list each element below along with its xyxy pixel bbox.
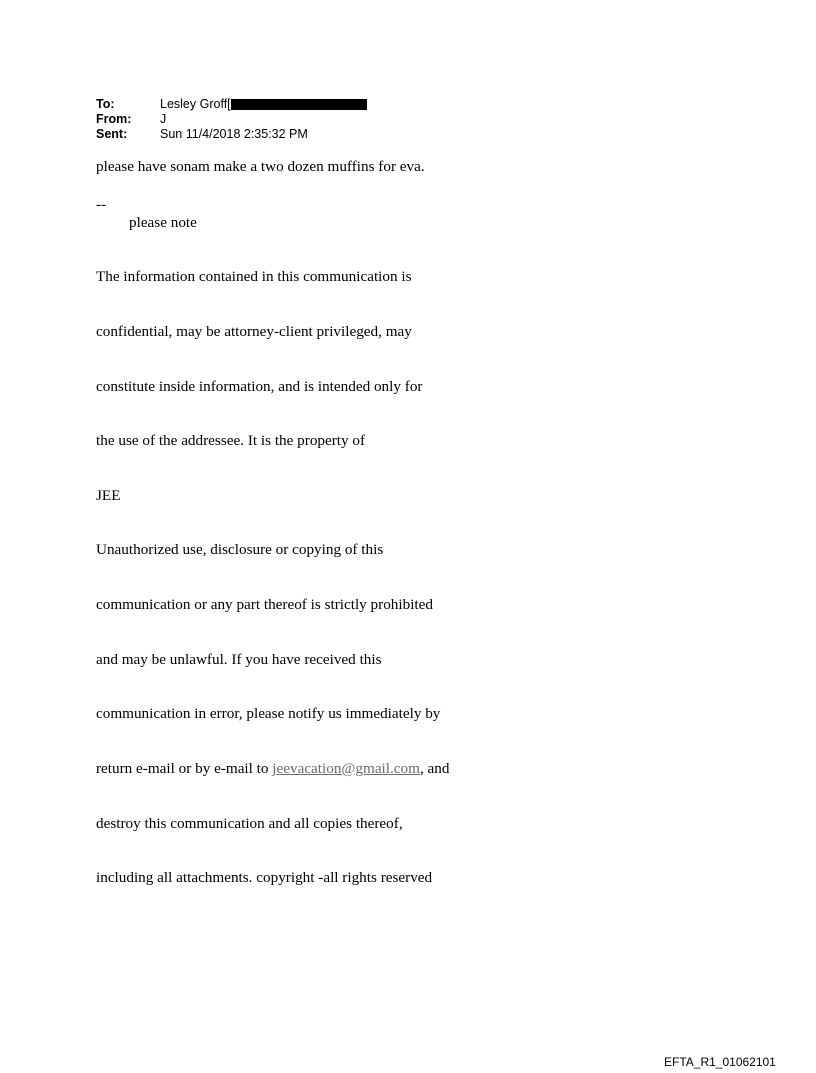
from-label: From: — [96, 112, 132, 126]
sent-row — [96, 127, 367, 142]
disclaimer-line: communication or any part thereof is strictly prohibited — [96, 596, 433, 614]
document-id: EFTA_R1_01062101 — [664, 1055, 776, 1069]
sent-label: Sent: — [96, 127, 128, 141]
redaction-bar — [231, 99, 367, 110]
disclaimer-line: confidential, may be attorney-client privileged, may — [96, 323, 412, 341]
disclaimer-line: The information contained in this communication is — [96, 268, 412, 286]
to-recipient: Lesley Groff[ — [160, 97, 231, 111]
disclaimer-line: communication in error, please notify us immediately by — [96, 705, 441, 723]
sent-value: Sun 11/4/2018 2:35:32 PM — [160, 127, 308, 141]
disclaimer-line-prefix: return e-mail or by e-mail to — [96, 759, 273, 777]
message-body: please have sonam make a two dozen muffins for eva. — [96, 158, 425, 175]
to-label: To: — [96, 97, 115, 111]
email-header — [96, 97, 367, 142]
disclaimer-line: Unauthorized use, disclosure or copying of this — [96, 541, 384, 559]
disclaimer-title: please note — [129, 214, 197, 231]
disclaimer-text — [96, 232, 449, 906]
disclaimer-line-suffix: , and — [419, 759, 450, 777]
signature-separator: -- — [96, 196, 107, 213]
from-value: J — [160, 112, 167, 126]
disclaimer-line: destroy this communication and all copies thereof, — [96, 814, 403, 832]
to-row — [96, 97, 367, 112]
to-value — [160, 97, 367, 112]
disclaimer-line: and may be unlawful. If you have received this — [96, 650, 382, 668]
from-row — [96, 112, 367, 127]
disclaimer-line: including all attachments. copyright -all rights reserved — [96, 869, 433, 887]
disclaimer-line-with-link — [96, 760, 449, 778]
disclaimer-line: the use of the addressee. It is the property of — [96, 432, 366, 450]
email-link[interactable]: jeevacation@gmail.com — [272, 759, 420, 777]
disclaimer-line: JEE — [96, 486, 121, 504]
disclaimer-line: constitute inside information, and is intended only for — [96, 377, 423, 395]
